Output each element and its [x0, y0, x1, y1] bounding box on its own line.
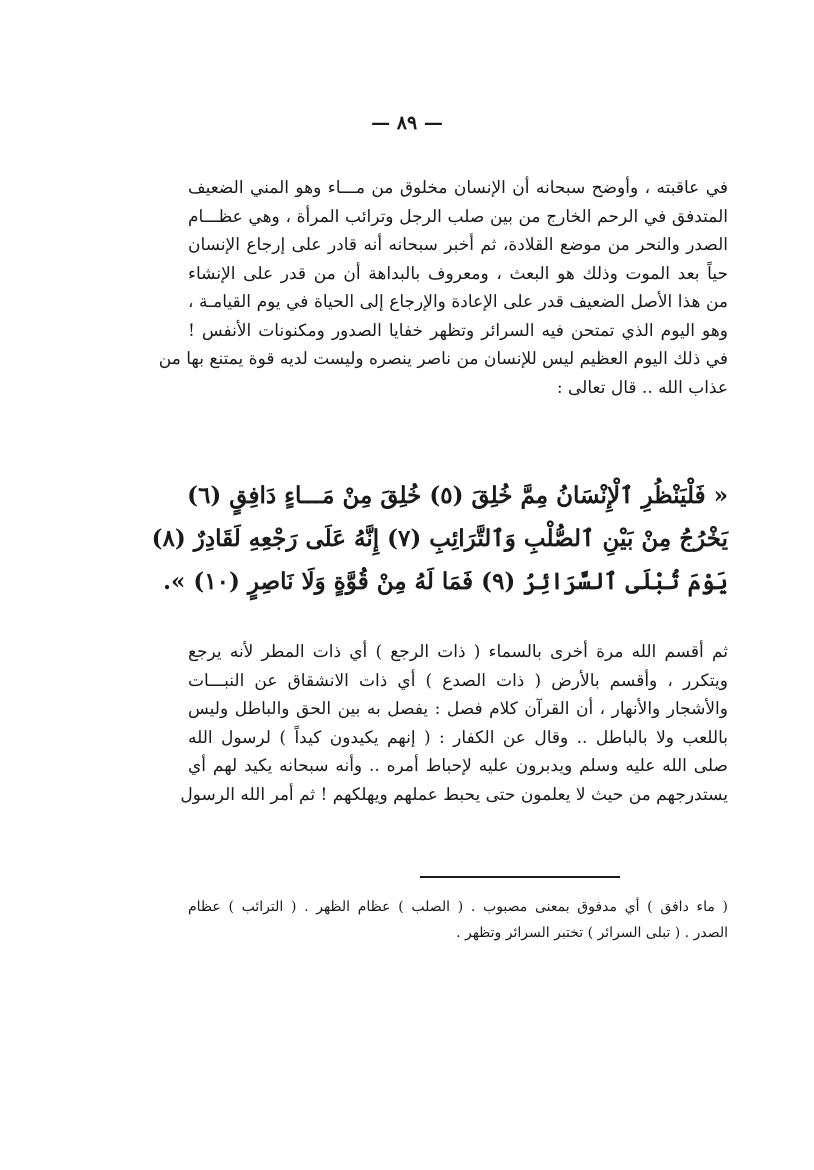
footnote-line: ( ماء دافق ) أي مدفوق بمعنى مصبوب . ( الصلب ) عظام الظهر . ( الترائب ) عظام — [188, 899, 728, 915]
verse-line: « فَلْيَنْظُرِ ٱلْإِنْسَانُ مِمَّ خُلِقَ (٥) خُلِقَ مِنْ مَـــاءٍ دَافِقٍ (٦) — [187, 482, 728, 509]
text-line: والأشجار والأنهار ، أن القرآن كلام فصل : يفصل به بين الحق والباطل وليس — [188, 699, 728, 719]
text-line: يستدرجهم من حيث لا يعلمون حتى يحبط عملهم ويهلكهم ! ثم أمر الله الرسول — [180, 784, 728, 805]
text-line: عذاب الله .. قال تعالى : — [556, 377, 728, 398]
text-line: المتدفق في الرحم الخارج من بين صلب الرجل وترائب المرأة ، وهي عظـــام — [188, 206, 728, 227]
text-line: صلى الله عليه وسلم ويدبرون عليه لإحباط أمره .. وأنه سبحانه يكيد لهم أي — [188, 756, 728, 776]
quran-verse-block — [151, 474, 728, 603]
text-line: وهو اليوم الذي تمتحن فيه السرائر وتظهر خفايا الصدور ومكنونات الأنفس ! — [188, 320, 728, 341]
text-line: حياً بعد الموت وذلك هو البعث ، ومعروف بالبداهة أن من قدر على الإنشاء — [188, 263, 728, 284]
text-line: الصدر والنحر من موضع القلادة، ثم أخبر سبحانه أنه قادر على إرجاع الإنسان — [188, 235, 728, 255]
text-line: ويتكرر ، وأقسم بالأرض ( ذات الصدع ) أي ذات الانشقاق عن النبـــات — [188, 670, 728, 691]
body-paragraph-2 — [180, 638, 728, 809]
footnote-divider — [420, 876, 620, 878]
footnote — [188, 894, 728, 946]
text-line: باللعب ولا بالباطل .. وقال عن الكفار : ( إنهم يكيدون كيداً ) لرسول الله — [188, 727, 728, 748]
footnote-line: الصدر . ( تبلى السرائر ) تختبر السرائر وتظهر . — [456, 925, 728, 941]
text-line: في عاقبته ، وأوضح سبحانه أن الإنسان مخلوق من مـــاء وهو المني الضعيف — [188, 178, 728, 198]
verse-line: يَوْمَ تُبْلَى ٱلسَّرَائِرُ (٩) فَمَا لَهُ مِنْ قُوَّةٍ وَلَا نَاصِرٍ (١٠) ». — [163, 568, 728, 595]
body-paragraph-1 — [158, 174, 728, 402]
text-line: ثم أقسم الله مرة أخرى بالسماء ( ذات الرجع ) أي ذات المطر لأنه يرجع — [188, 642, 728, 662]
text-line: من هذا الأصل الضعيف قدر على الإعادة والإرجاع إلى الحياة في يوم القيامـة ، — [188, 292, 728, 312]
text-line: في ذلك اليوم العظيم ليس للإنسان من ناصر ينصره وليست لديه قوة يمتنع بها من — [158, 349, 728, 369]
page-number: — ٨٩ — — [371, 112, 443, 134]
verse-line: يَخْرُجُ مِنْ بَيْنِ ٱلصُّلْبِ وَٱلتَّرَائِبِ (٧) إِنَّهُ عَلَى رَجْعِهِ لَقَادِرٌ (٨) — [151, 525, 728, 552]
